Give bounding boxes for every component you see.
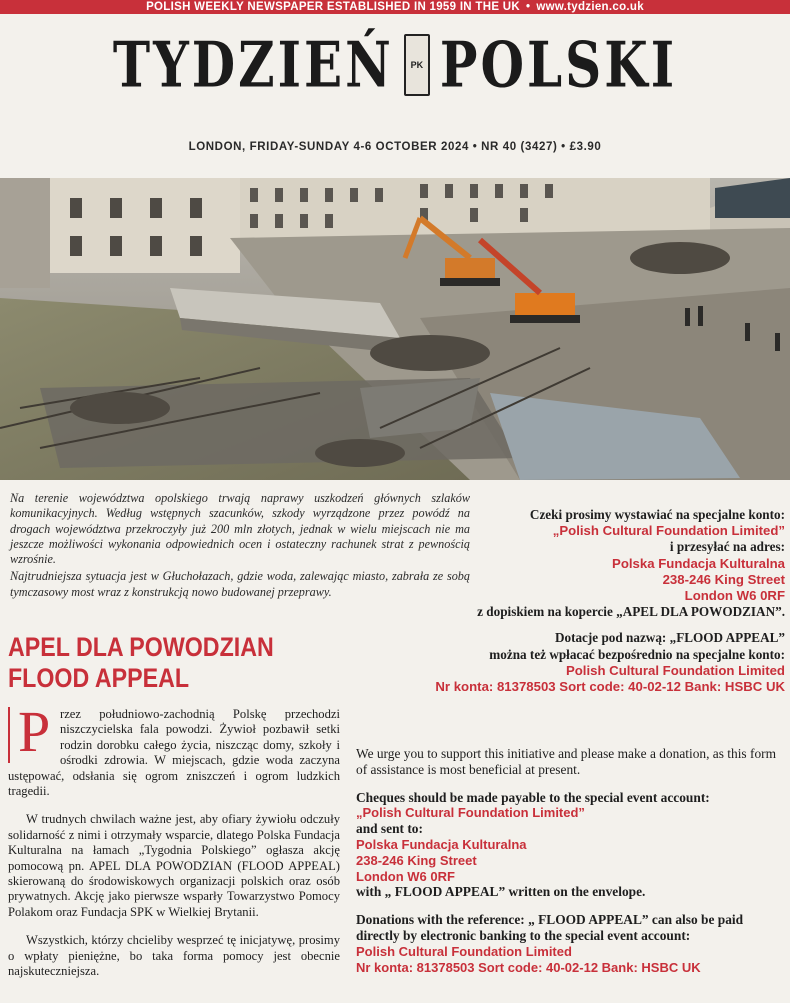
article-paragraph-1-text: rzez południowo-zachodnią Polskę przechodzi niszczycielska fala powodzi. Żywioł pozbawił setki rodzin dorobku całego życia, niszcząc domy, szkoły i ośrodki zdrowia. W miejscach, gdzie woda zaczyna ustępować, odsłania się ogrom zniszczeń i ogrom ludzkich tragedii.	[8, 707, 340, 799]
drop-cap-letter: P	[18, 699, 51, 764]
masthead-word-tydzien: TYDZIEŃ	[112, 27, 394, 102]
logo-letters: PK	[410, 60, 424, 70]
pl-address-street: 238-246 King Street	[662, 571, 785, 587]
article-body	[8, 699, 340, 993]
top-banner	[0, 0, 790, 14]
pl-send-to-line: i przesyłać na adres:	[669, 539, 785, 555]
caption-paragraph-2: Najtrudniejsza sytuacja jest w Głuchołazach, gdzie woda, zalewając miasto, zabrała ze sobą tymczasowy most wraz z konstrukcją nowo budowanej przeprawy.	[10, 569, 470, 599]
pl-bank-account-name: Polish Cultural Foundation Limited	[565, 662, 785, 678]
pl-account-name: „Polish Cultural Foundation Limited”	[552, 523, 785, 539]
masthead-word-polski: POLSKI	[439, 27, 678, 102]
en-account-name: „Polish Cultural Foundation Limited”	[356, 805, 585, 821]
caption-paragraph-1: Na terenie województwa opolskiego trwają naprawy uszkodzeń głównych szlaków komunikacyjnych. Według wstępnych szacunków, szkody wyrządzone przez powódź na drogach województwa przekroczyły już 200 mln złotych, jednak w wielu miejscach nie ma jeszcze możliwości wykonania odpowiednich ocen i ostateczny rachunek strat z pewnością wzrośnie.	[10, 491, 470, 567]
newspaper-tagline: POLISH WEEKLY NEWSPAPER ESTABLISHED IN 1959 IN THE UK	[146, 1, 521, 13]
pk-logo-icon	[404, 34, 430, 96]
pl-donations-reference: Dotacje pod nazwą: „FLOOD APPEAL”	[554, 630, 785, 646]
drop-cap	[8, 699, 54, 764]
flood-scene-image	[0, 178, 790, 480]
en-donations-reference: Donations with the reference: „ FLOOD APPEAL” can also be paid directly by electronic banking to the special event account:	[356, 912, 744, 943]
article-paragraph-1	[8, 699, 340, 799]
headline-english: FLOOD APPEAL	[8, 663, 190, 693]
en-bank-account-name: Polish Cultural Foundation Limited	[356, 943, 572, 959]
article-paragraph-2: W trudnych chwilach ważne jest, aby ofiary żywiołu odczuły solidarność z nimi i otrzymały wsparcie, dlatego Polska Fundacja Kulturalna na łamach „Tygodnia Polskiego” ogłasza akcję pomocową pn. APEL DLA POWODZIAN (FLOOD APPEAL) skierowaną do środowiskowych organizacji polskich oraz osób prywatnych. Akcję jako pierwsze wsparły Towarzystwo Pomocy Polakom oraz Fundacja SPK w Wielkiej Brytanii.	[8, 812, 340, 919]
en-cheques-line: Cheques should be made payable to the special event account:	[356, 789, 710, 805]
polish-donation-info	[430, 507, 785, 695]
bullet-separator: •	[526, 1, 531, 13]
english-donation-info	[356, 746, 784, 987]
headline-polish: APEL DLA POWODZIAN	[8, 632, 274, 662]
pl-address-city: London W6 0RF	[684, 588, 785, 604]
flood-photo	[0, 178, 790, 480]
pl-direct-payment-line: można też wpłacać bezpośrednio na specjalne konto:	[489, 646, 785, 662]
pl-cheques-line: Czeki prosimy wystawiać na specjalne konto:	[529, 507, 785, 522]
en-send-to-line: and sent to:	[356, 821, 423, 837]
pl-spacer	[430, 620, 785, 630]
photo-caption	[10, 491, 470, 602]
article-headline	[8, 632, 292, 694]
pl-envelope-note: z dopiskiem na kopercie „APEL DLA POWODZIAN”.	[477, 604, 785, 620]
masthead	[0, 20, 790, 110]
website-link[interactable]: www.tydzien.co.uk	[536, 1, 644, 13]
pl-bank-details: Nr konta: 81378503 Sort code: 40-02-12 Bank: HSBC UK	[435, 679, 785, 695]
en-bank-details: Nr konta: 81378503 Sort code: 40-02-12 Bank: HSBC UK	[356, 959, 701, 975]
en-address-city: London W6 0RF	[356, 868, 455, 884]
en-address-street: 238-246 King Street	[356, 852, 477, 868]
en-urge-paragraph: We urge you to support this initiative and please make a donation, as this form of assistance is most beneficial at present.	[356, 746, 777, 777]
article-paragraph-3: Wszystkich, którzy chcieliby wesprzeć tę inicjatywę, prosimy o wpłaty pieniężne, bo taka forma pomocy jest obecnie najskuteczniejsza.	[8, 933, 340, 979]
en-envelope-note: with „ FLOOD APPEAL” written on the envelope.	[356, 884, 646, 900]
issue-dateline: LONDON, FRIDAY-SUNDAY 4-6 OCTOBER 2024 • NR 40 (3427) • £3.90	[188, 141, 602, 153]
pl-address-org: Polska Fundacja Kulturalna	[612, 555, 785, 571]
en-electronic-paragraph	[356, 912, 784, 975]
en-cheques-paragraph	[356, 790, 784, 901]
en-address-org: Polska Fundacja Kulturalna	[356, 836, 527, 852]
